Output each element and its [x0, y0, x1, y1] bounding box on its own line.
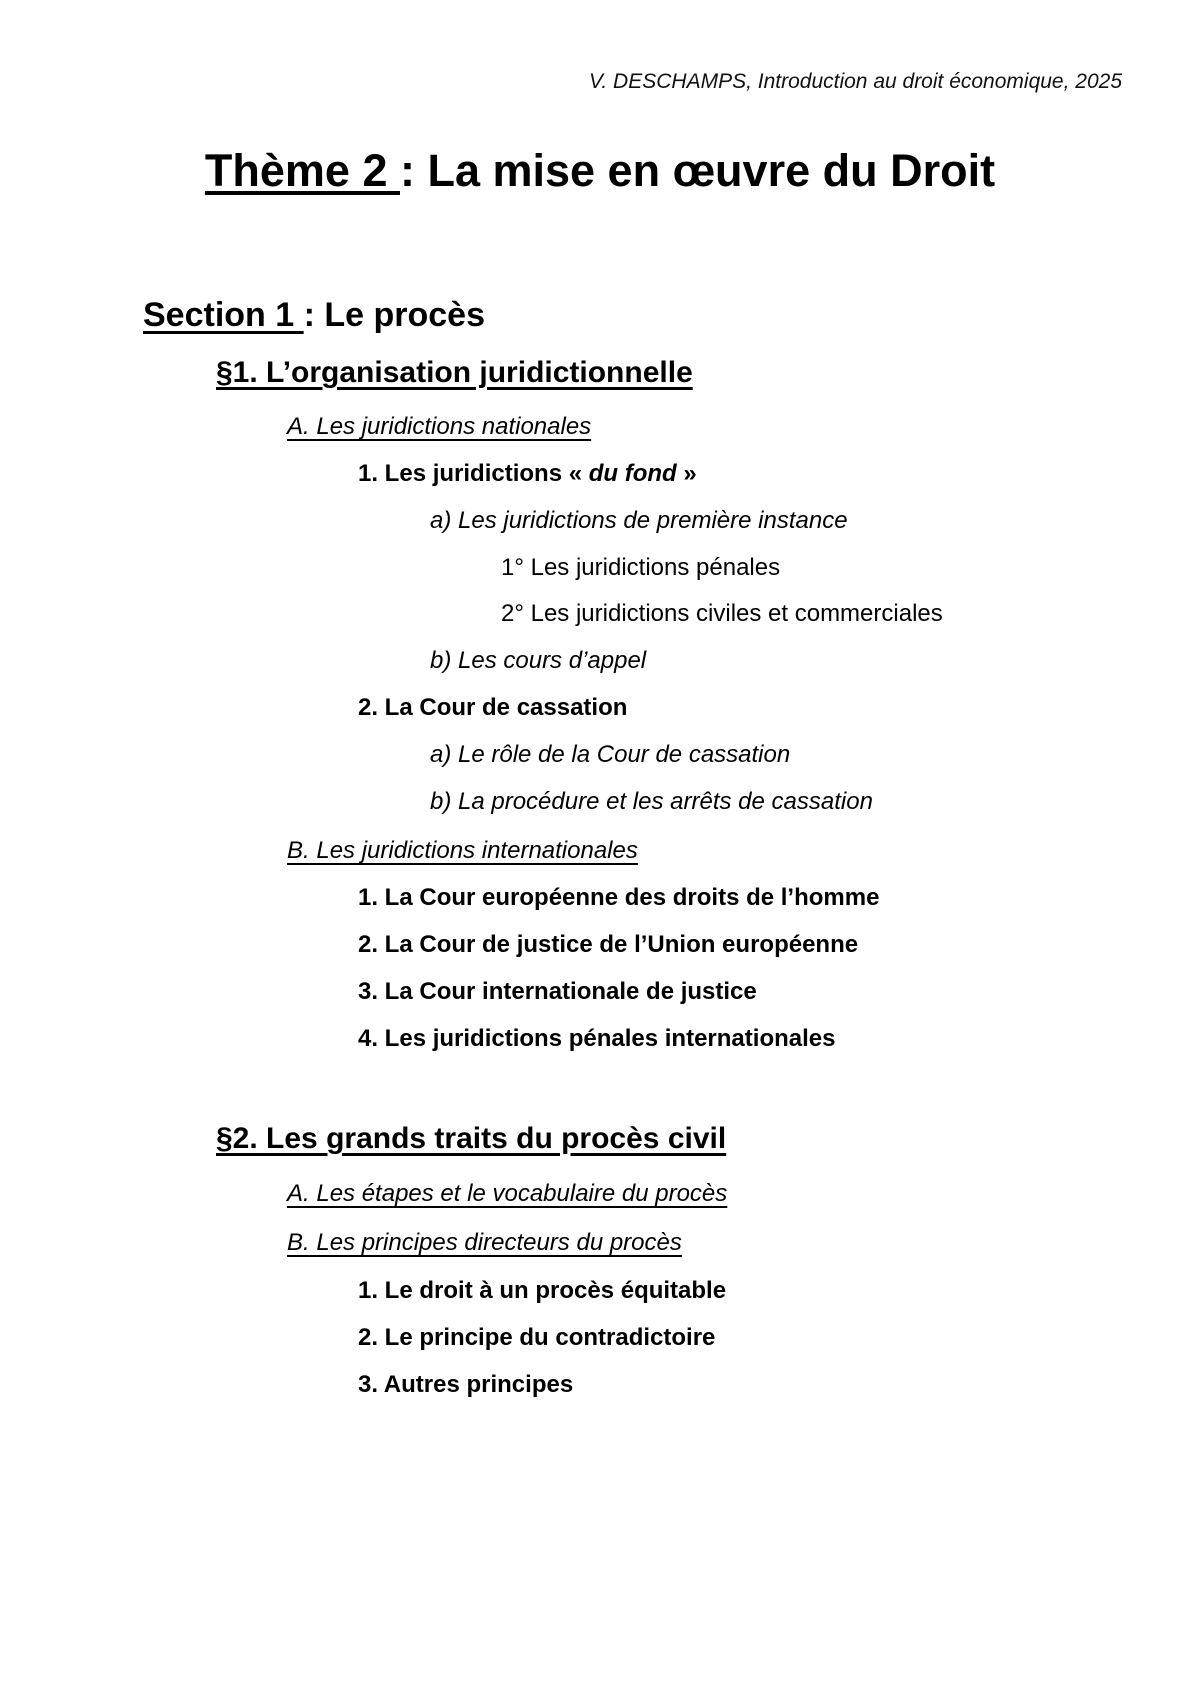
item-1a-1: [358, 460, 697, 488]
section-label: Section 1: [143, 296, 304, 334]
section-title: : Le procès: [303, 296, 485, 334]
item-1a-1-a-2: 2° Les juridictions civiles et commerciales: [501, 600, 943, 627]
item-2b-3: 3. Autres principes: [358, 1371, 574, 1398]
item-suffix: »: [676, 460, 697, 487]
item-1a-1-a: a) Les juridictions de première instance: [430, 507, 848, 534]
item-1a-1-b: b) Les cours d’appel: [430, 647, 647, 674]
theme-label: Thème 2: [204, 145, 400, 196]
item-1b-2: 2. La Cour de justice de l’Union européenne: [358, 931, 859, 958]
item-prefix: 1. Les juridictions «: [358, 460, 589, 487]
paragraph-heading-1: §1. L’organisation juridictionnelle: [216, 356, 693, 389]
item-italic: du fond: [588, 460, 677, 487]
item-1b-4: 4. Les juridictions pénales internationales: [358, 1025, 836, 1052]
subheading-1a: A. Les juridictions nationales: [287, 413, 592, 440]
paragraph-heading-2: §2. Les grands traits du procès civil: [216, 1122, 727, 1155]
item-1b-1: 1. La Cour européenne des droits de l’homme: [358, 884, 880, 911]
subheading-2b: B. Les principes directeurs du procès: [287, 1229, 682, 1256]
item-2b-1: 1. Le droit à un procès équitable: [358, 1277, 727, 1304]
theme-title-text: : La mise en œuvre du Droit: [399, 145, 996, 196]
item-1a-2-b: b) La procédure et les arrêts de cassation: [430, 788, 873, 815]
subheading-1b: B. Les juridictions internationales: [287, 837, 638, 864]
page-title: [0, 145, 1200, 197]
subheading-2a: A. Les étapes et le vocabulaire du procès: [287, 1180, 728, 1207]
item-1b-3: 3. La Cour internationale de justice: [358, 978, 757, 1005]
item-1a-1-a-1: 1° Les juridictions pénales: [501, 554, 781, 581]
item-2b-2: 2. Le principe du contradictoire: [358, 1324, 716, 1351]
item-1a-2-a: a) Le rôle de la Cour de cassation: [430, 741, 791, 768]
header-note: V. DESCHAMPS, Introduction au droit économique, 2025: [588, 70, 1122, 93]
item-1a-2: 2. La Cour de cassation: [358, 694, 628, 721]
section-heading: [143, 296, 485, 335]
